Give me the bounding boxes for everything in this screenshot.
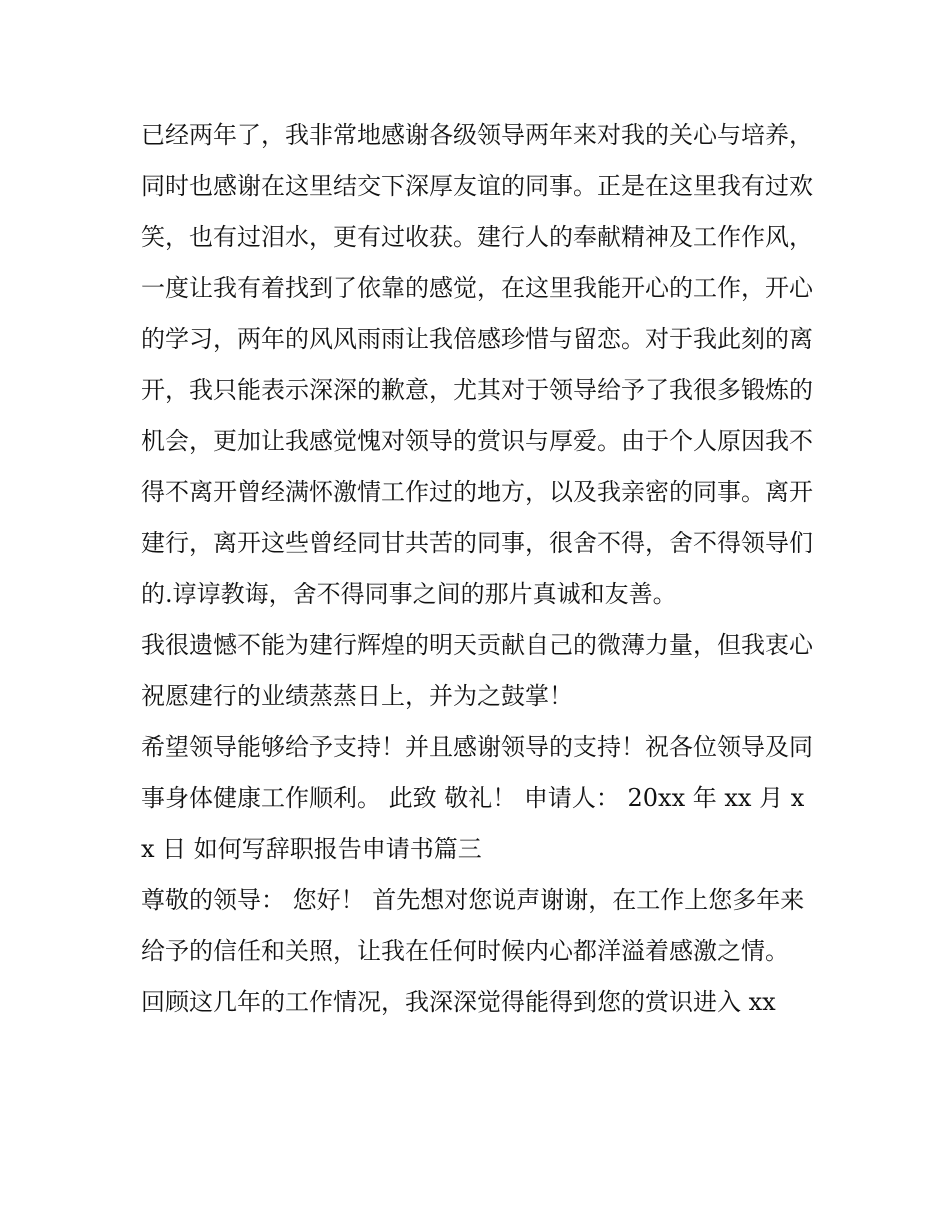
document-body bbox=[141, 110, 813, 1028]
paragraph-regret-and-wishes: 我很遗憾不能为建行辉煌的明天贡献自己的微薄力量，但我衷心祝愿建行的业绩蒸蒸日上，并为之鼓掌！ bbox=[141, 631, 813, 710]
paragraph-closing-and-signature: 希望领导能够给予支持！并且感谢领导的支持！祝各位领导及同事身体健康工作顺利。 此致 敬礼！ 申请人： 20xx 年 xx 月 xx 日 如何写辞职报告申请书篇三 bbox=[141, 733, 813, 863]
paragraph-salutation: 尊敬的领导： 您好！ 首先想对您说声谢谢，在工作上您多年来给予的信任和关照，让我在任何时候内心都洋溢着感激之情。 bbox=[141, 886, 805, 965]
paragraph-review: 回顾这几年的工作情况，我深深觉得能得到您的赏识进入 xx bbox=[141, 988, 776, 1016]
paragraph-resignation-gratitude: 已经两年了，我非常地感谢各级领导两年来对我的关心与培养，同时也感谢在这里结交下深厚友谊的同事。正是在这里我有过欢笑，也有过泪水，更有过收获。建行人的奉献精神及工作作风，一度让我有着找到了依靠的感觉，在这里我能开心的工作，开心的学习，两年的风风雨雨让我倍感珍惜与留恋。对于我此刻的离开，我只能表示深深的歉意，尤其对于领导给予了我很多锻炼的机会，更加让我感觉愧对领导的赏识与厚爱。由于个人原因我不得不离开曾经满怀激情工作过的地方，以及我亲密的同事。离开建行，离开这些曾经同甘共苦的同事，很舍不得，舍不得领导们的.谆谆教诲，舍不得同事之间的那片真诚和友善。 bbox=[141, 121, 813, 608]
